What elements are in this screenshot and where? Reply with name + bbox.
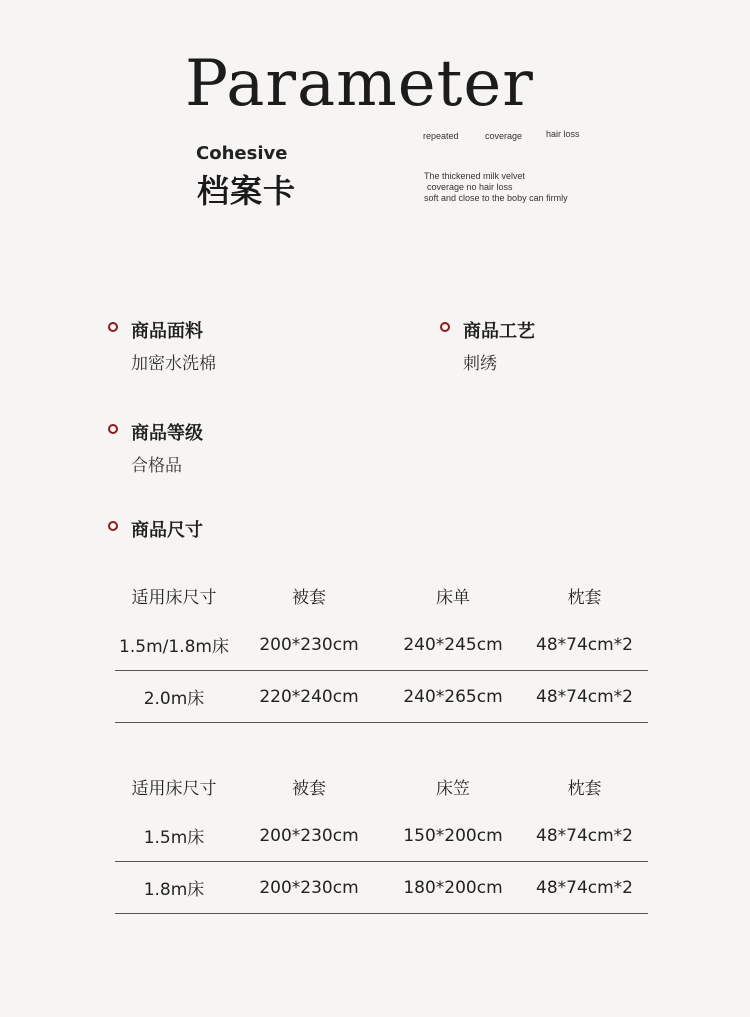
table-header-row xyxy=(115,762,648,810)
table-cell: 48*74cm*2 xyxy=(521,862,648,914)
subtitle-en: Cohesive xyxy=(196,143,288,164)
table-cell: 200*230cm xyxy=(233,619,385,671)
header-cell: 被套 xyxy=(292,587,326,608)
table-cell: 1.5m/1.8m床 xyxy=(115,619,233,671)
table-cell: 48*74cm*2 xyxy=(521,810,648,862)
attr-label: 商品工艺 xyxy=(463,321,535,342)
table-cell: 48*74cm*2 xyxy=(521,619,648,671)
size-table-2 xyxy=(115,762,648,914)
attr-fabric xyxy=(131,317,216,374)
table-cell: 2.0m床 xyxy=(115,671,233,723)
table-cell: 1.8m床 xyxy=(115,862,233,914)
attr-size xyxy=(131,516,203,542)
description-block xyxy=(424,171,568,204)
header-cell: 适用床尺寸 xyxy=(131,778,217,799)
table-cell: 200*230cm xyxy=(233,862,385,914)
tag-hair-loss: hair loss xyxy=(546,129,580,139)
header-cell: 被套 xyxy=(292,778,326,799)
table-cell: 240*265cm xyxy=(385,671,521,723)
attr-craft xyxy=(463,317,535,374)
table-cell: 240*245cm xyxy=(385,619,521,671)
table-row xyxy=(115,671,648,723)
table-cell: 180*200cm xyxy=(385,862,521,914)
header-cell: 枕套 xyxy=(567,778,602,799)
table-cell: 1.5m床 xyxy=(115,810,233,862)
attr-value: 加密水洗棉 xyxy=(131,354,216,374)
attr-label: 商品尺寸 xyxy=(131,520,203,541)
description-line: soft and close to the boby can firmly xyxy=(424,193,568,203)
description-line: The thickened milk velvet xyxy=(424,171,526,181)
description-line: coverage no hair loss xyxy=(427,182,513,192)
attr-label: 商品等级 xyxy=(131,423,203,444)
bullet-icon xyxy=(440,322,450,332)
subtitle-cn: 档案卡 xyxy=(197,172,297,210)
table-row xyxy=(115,810,648,862)
attr-label: 商品面料 xyxy=(131,321,203,342)
attr-value: 刺绣 xyxy=(463,354,497,374)
bullet-icon xyxy=(108,322,118,332)
header-cell: 适用床尺寸 xyxy=(131,587,217,608)
header-cell: 床单 xyxy=(436,587,470,608)
table-cell: 150*200cm xyxy=(385,810,521,862)
table-row xyxy=(115,862,648,914)
tag-repeated: repeated xyxy=(423,131,459,141)
table-row xyxy=(115,619,648,671)
header-cell: 床笠 xyxy=(436,778,470,799)
attr-grade xyxy=(131,419,203,476)
table-cell: 200*230cm xyxy=(233,810,385,862)
bullet-icon xyxy=(108,521,118,531)
bullet-icon xyxy=(108,424,118,434)
table-cell: 220*240cm xyxy=(233,671,385,723)
tag-coverage: coverage xyxy=(485,131,523,141)
header-cell: 枕套 xyxy=(567,587,602,608)
page-title: Parameter xyxy=(185,47,534,121)
size-table-1 xyxy=(115,571,648,723)
table-cell: 48*74cm*2 xyxy=(521,671,648,723)
table-header-row xyxy=(115,571,648,619)
attr-value: 合格品 xyxy=(131,456,182,476)
